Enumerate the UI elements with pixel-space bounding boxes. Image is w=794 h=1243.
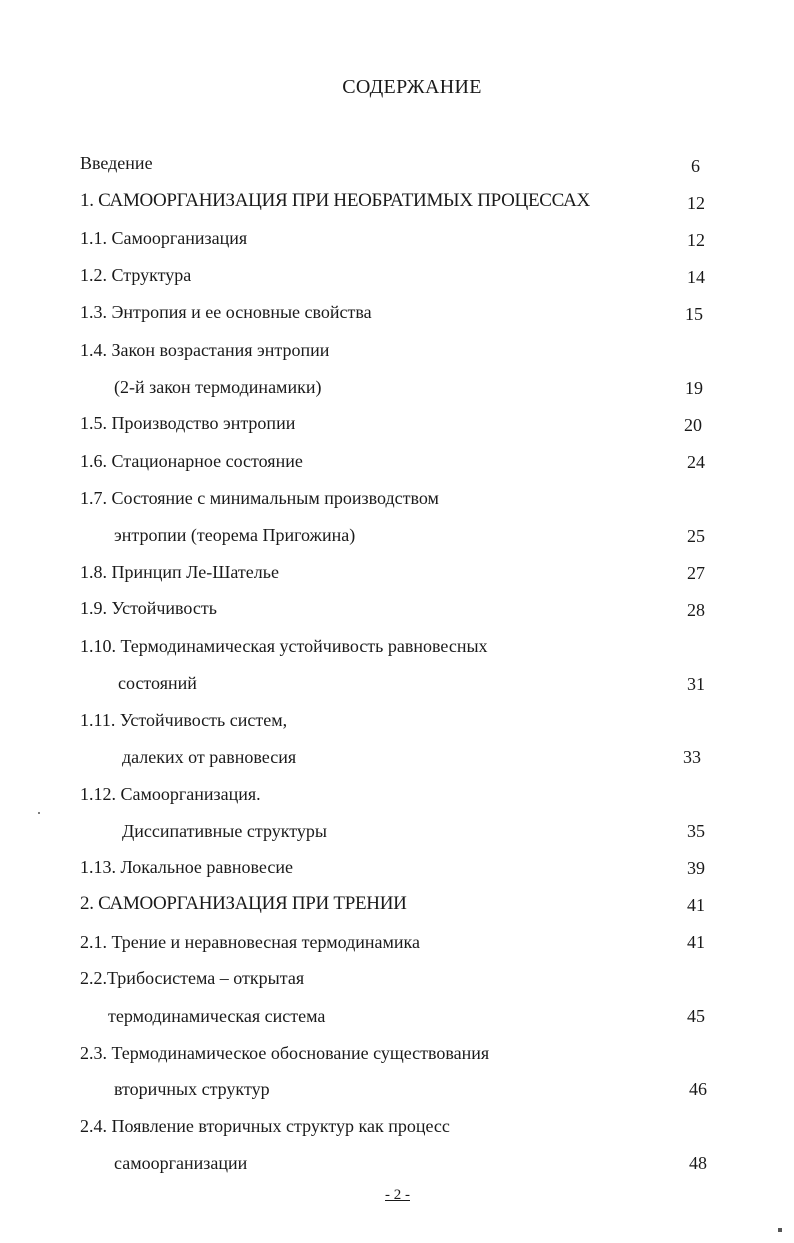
toc-entry-page: 12 — [687, 193, 705, 213]
toc-entry-page: 39 — [687, 858, 705, 878]
toc-entry-label: 1.1. Самоорганизация — [80, 228, 248, 248]
toc-entry-page: 48 — [689, 1153, 707, 1173]
toc-entry-page: 35 — [687, 821, 705, 841]
toc-entry-continuation: далеких от равновесия — [122, 747, 297, 767]
toc-entry-continuation: (2-й закон термодинамики) — [114, 377, 322, 397]
toc-entry-continuation: энтропии (теорема Пригожина) — [114, 525, 356, 545]
toc-entry-continuation: самоорганизации — [114, 1153, 248, 1173]
toc-entry-label: 1.8. Принцип Ле-Шателье — [80, 562, 279, 582]
toc-entry-page: 28 — [687, 600, 705, 620]
toc-entry-label: 1.12. Самоорганизация. — [80, 784, 261, 804]
toc-entry-page: 20 — [684, 415, 702, 435]
toc-entry-label: 2.3. Термодинамическое обоснование существования — [80, 1043, 490, 1063]
toc-entry-continuation: состояний — [118, 673, 197, 693]
toc-entry-page: 25 — [687, 526, 705, 546]
page-number: - 2 - — [385, 1187, 410, 1203]
toc-entry-continuation: термодинамическая система — [108, 1006, 326, 1026]
toc-entry-page: 15 — [685, 304, 703, 324]
toc-entry-page: 41 — [687, 895, 705, 915]
toc-entry-label: 1.3. Энтропия и ее основные свойства — [80, 302, 372, 322]
toc-entry-label: 1.10. Термодинамическая устойчивость равновесных — [80, 636, 488, 656]
toc-entry-label: 1.7. Состояние с минимальным производством — [80, 488, 439, 508]
toc-entry-continuation: вторичных структур — [114, 1079, 270, 1099]
toc-entry-label: 1.11. Устойчивость систем, — [80, 710, 288, 730]
toc-section-label: 2. САМООРГАНИЗАЦИЯ ПРИ ТРЕНИИ — [80, 893, 407, 914]
scan-speck — [38, 812, 40, 814]
toc-entry-label: 2.4. Появление вторичных структур как процесс — [80, 1116, 450, 1136]
toc-entry-label: 2.2.Трибосистема – открытая — [80, 968, 305, 988]
toc-entry-label: 1.4. Закон возрастания энтропии — [80, 340, 330, 360]
toc-entry-label: 1.5. Производство энтропии — [80, 413, 296, 433]
toc-entry-label: 1.6. Стационарное состояние — [80, 451, 303, 471]
toc-entry-page: 12 — [687, 230, 705, 250]
toc-entry-page: 31 — [687, 674, 705, 694]
toc-entry-label: Введение — [80, 153, 153, 173]
page-title: СОДЕРЖАНИЕ — [342, 76, 482, 98]
toc-entry-label: 1.13. Локальное равновесие — [80, 857, 293, 877]
toc-entry-label: 2.1. Трение и неравновесная термодинамика — [80, 932, 421, 952]
toc-entry-page: 41 — [687, 932, 705, 952]
toc-entry-label: 1.2. Структура — [80, 265, 192, 285]
toc-entry-page: 19 — [685, 378, 703, 398]
toc-entry-page: 33 — [683, 747, 701, 767]
toc-section-label: 1. САМООРГАНИЗАЦИЯ ПРИ НЕОБРАТИМЫХ ПРОЦЕССАХ — [80, 190, 590, 211]
toc-entry-label: 1.9. Устойчивость — [80, 598, 217, 618]
toc-entry-page: 6 — [691, 156, 700, 176]
toc-entry-continuation: Диссипативные структуры — [122, 821, 327, 841]
scan-speck — [778, 1228, 782, 1232]
toc-entry-page: 24 — [687, 452, 705, 472]
toc-entry-page: 45 — [687, 1006, 705, 1026]
toc-entry-page: 46 — [689, 1079, 707, 1099]
toc-entry-page: 27 — [687, 563, 705, 583]
toc-entry-page: 14 — [687, 267, 705, 287]
